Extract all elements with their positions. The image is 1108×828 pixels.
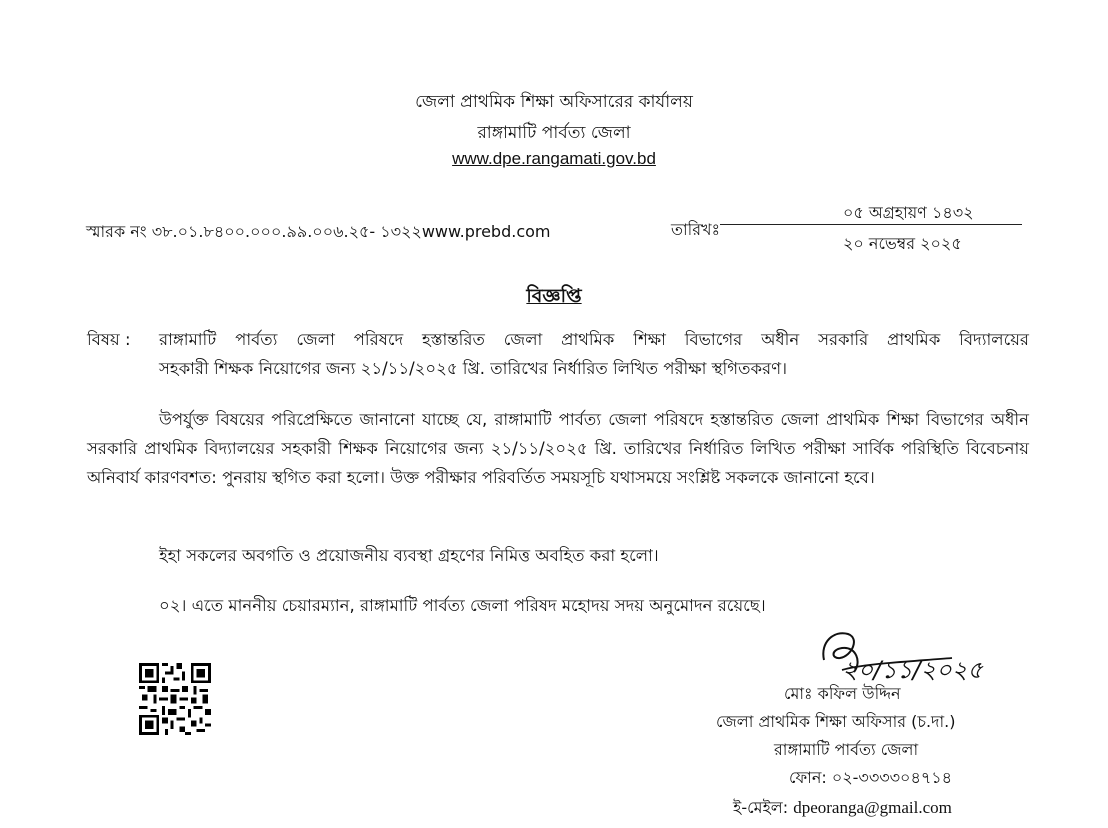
office-name: জেলা প্রাথমিক শিক্ষা অফিসারের কার্যালয় (415, 92, 693, 112)
signatory-designation: জেলা প্রাথমিক শিক্ষা অফিসার (চ.দা.) (716, 712, 956, 731)
date-divider (720, 224, 1022, 225)
body-paragraph-3: ০২। এতে মাননীয় চেয়ারম্যান, রাঙ্গামাটি পার্বত্য জেলা পরিষদ মহোদয় সদয় অনুমোদন রয়েছে। (159, 596, 766, 615)
qr-code-icon (139, 663, 211, 735)
date-english: ২০ নভেম্বর ২০২৫ (843, 234, 962, 253)
website-link[interactable]: www.dpe.rangamati.gov.bd (452, 149, 656, 168)
signature-date: ২০/১১/২০২৫ (842, 656, 983, 684)
date-bangla: ০৫ অগ্রহায়ণ ১৪৩২ (843, 203, 974, 222)
memo-number: স্মারক নং ৩৮.০১.৮৪০০.০০০.৯৯.০০৬.২৫- ১৩২২www.prebd.com (86, 222, 551, 241)
subject-line-1: রাঙ্গামাটি পার্বত্য জেলা পরিষদে হস্তান্তরিত জেলা প্রাথমিক শিক্ষা বিভাগের অধীন সরকারি প্রাথমিক বিদ্যালয়ের (159, 330, 1029, 349)
body-paragraph-2: ইহা সকলের অবগতি ও প্রয়োজনীয় ব্যবস্থা গ্রহণের নিমিত্ত অবহিত করা হলো। (159, 546, 659, 565)
date-label: তারিখঃ (671, 220, 721, 239)
subject-line-2: সহকারী শিক্ষক নিয়োগের জন্য ২১/১১/২০২৫ খ্রি. তারিখের নির্ধারিত লিখিত পরীক্ষা স্থগিতকরণ। (159, 359, 787, 378)
district-name: রাঙ্গামাটি পার্বত্য জেলা (477, 123, 631, 143)
notice-title: বিজ্ঞপ্তি (526, 285, 582, 307)
signatory-district: রাঙ্গামাটি পার্বত্য জেলা (774, 740, 919, 759)
email-address[interactable]: dpeoranga@gmail.com (793, 798, 952, 817)
email-label: ই-মেইল: (733, 798, 789, 817)
signatory-name: মোঃ কফিল উদ্দিন (784, 684, 901, 703)
subject-label: বিষয় : (87, 330, 131, 349)
body-paragraph-1: উপর্যুক্ত বিষয়ের পরিপ্রেক্ষিতে জানানো যাচ্ছে যে, রাঙ্গামাটি পার্বত্য জেলা পরিষদে হস্তান্তরিত জেলা প্রাথমিক শিক্ষা বিভাগের অধীন সরকারি প্রাথমিক বিদ্যালয়ের সহকারী শিক্ষক নিয়োগের জন্য ২১/১১/২০২৫ খ্রি. তারিখের নির্ধারিত লিখিত পরীক্ষা সার্বিক পরিস্থিতি বিবেচনায় অনিবার্য কারণবশত: পুনরায় স্থগিত করা হলো। উক্ত পরীক্ষার পরিবর্তিত সময়সূচি যথাসময়ে সংশ্লিষ্ট সকলকে জানানো হবে। (87, 410, 1029, 487)
signatory-email-row (733, 795, 952, 822)
signatory-phone: ফোন: ০২-৩৩৩৩০৪৭১৪ (789, 768, 952, 787)
